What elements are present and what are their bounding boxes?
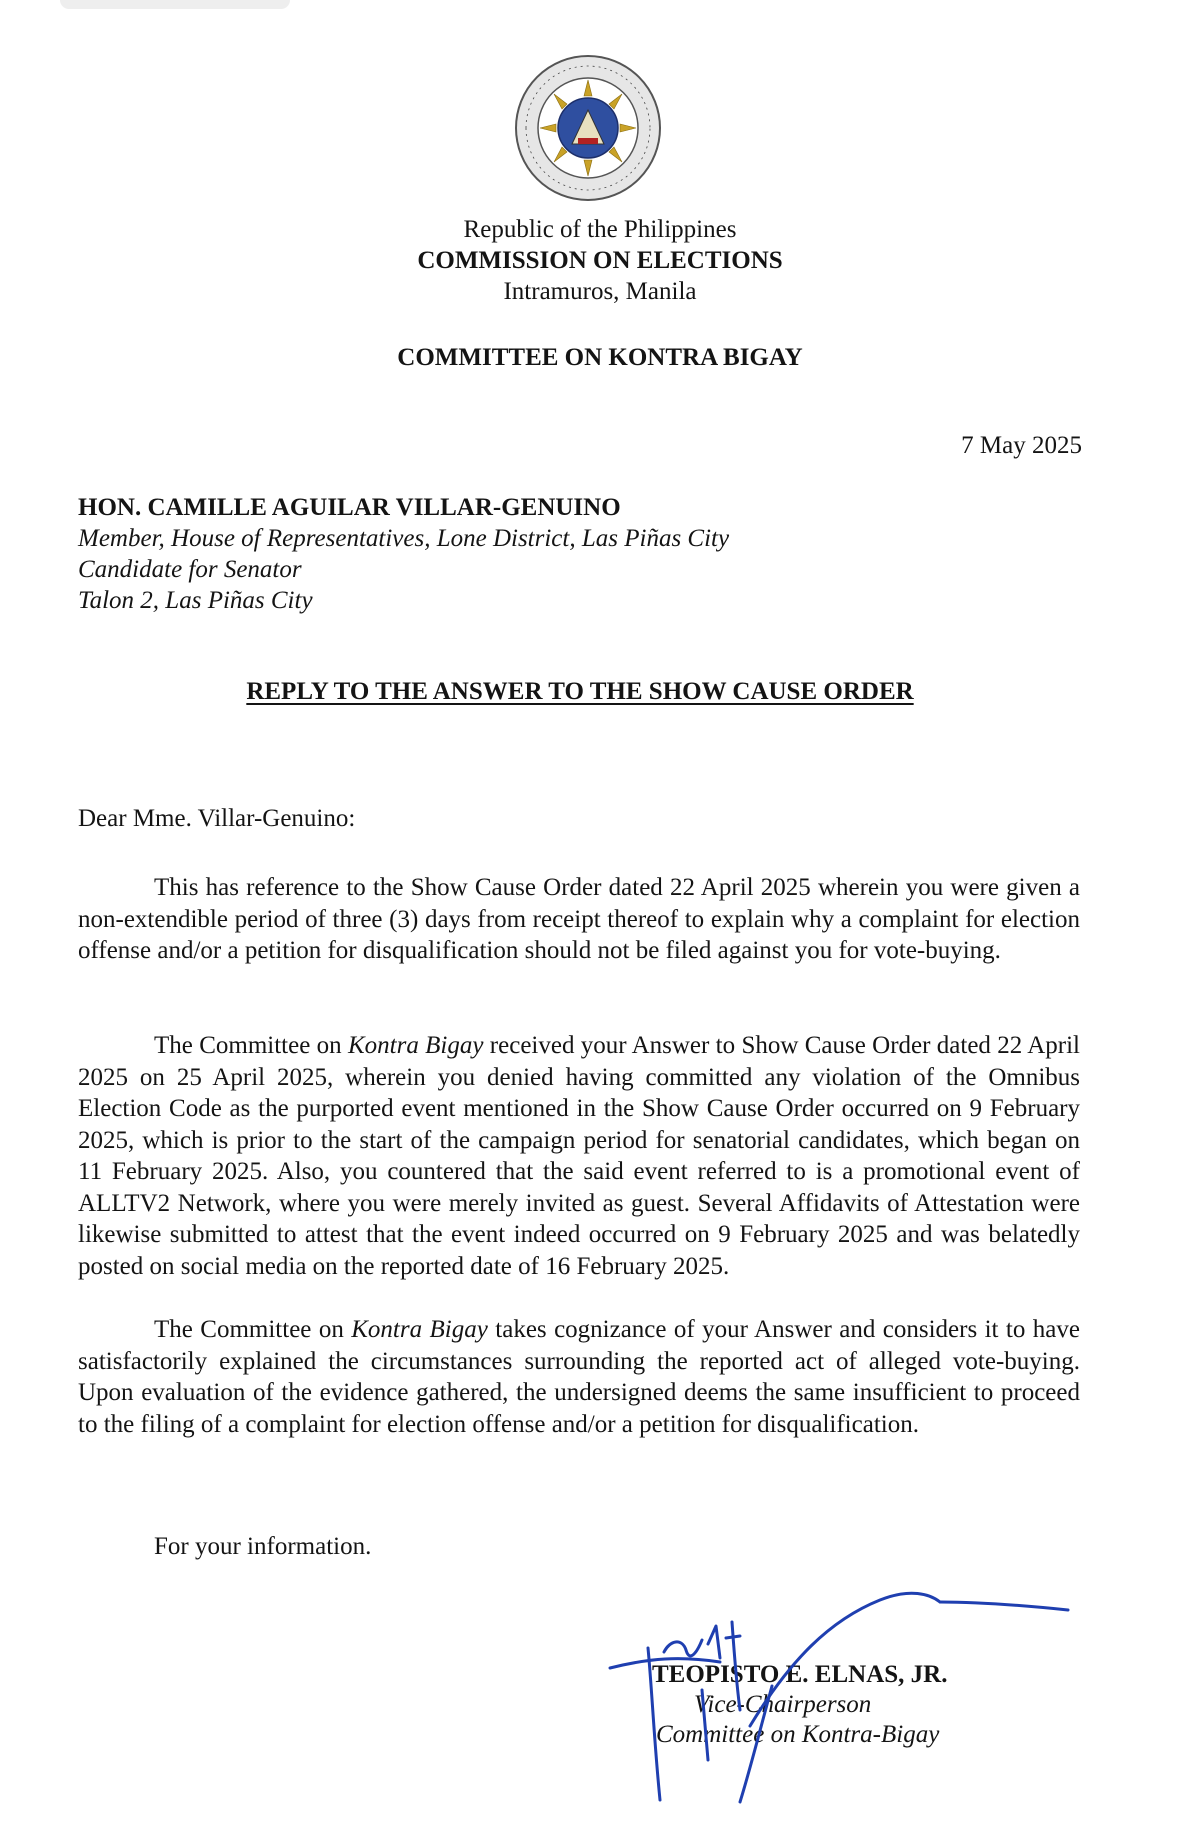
comelec-seal-icon bbox=[512, 52, 664, 204]
signatory-name: TEOPISTO E. ELNAS, JR. bbox=[652, 1661, 948, 1688]
paragraph-3-emphasis: Kontra Bigay bbox=[351, 1316, 488, 1343]
body-paragraph-2 bbox=[78, 1030, 1080, 1282]
paragraph-3-start: The Committee on bbox=[154, 1316, 352, 1343]
letterhead-committee: COMMITTEE ON KONTRA BIGAY bbox=[397, 344, 803, 371]
paragraph-2-rest: received your Answer to Show Cause Order dated 22 April 2025 on 25 April 2025, wherein you denied having committed any violation of the Omnibus Election Code as the purported event mentioned in the Show Cause Order occurred on 9 February 2025, which is prior to the start of the campaign period for senatorial candidates, which began on 11 February 2025. Also, you countered that the said event referred to is a promotional event of ALLTV2 Network, where you were merely invited as guest. Several Affidavits of Attestation were likewise submitted to attest that the event indeed occurred on 9 February 2025 and was belatedly posted on social media on the reported date of 16 February 2025. bbox=[78, 1032, 1080, 1280]
closing-line: For your information. bbox=[154, 1533, 372, 1560]
recipient-candidacy: Candidate for Senator bbox=[78, 556, 302, 583]
body-paragraph-3 bbox=[78, 1314, 1080, 1440]
signatory-committee: Committee on Kontra-Bigay bbox=[656, 1721, 940, 1748]
signatory-title: Vice-Chairperson bbox=[694, 1691, 872, 1718]
letterhead-republic: Republic of the Philippines bbox=[463, 216, 737, 243]
letterhead-address: Intramuros, Manila bbox=[503, 278, 697, 305]
paragraph-3-rest: takes cognizance of your Answer and considers it to have satisfactorily explained the circumstances surrounding the reported act of alleged vote-buying. Upon evaluation of the evidence gathered, the undersigned deems the same insufficient to proceed to the filing of a complaint for election offense and/or a petition for disqualification. bbox=[78, 1316, 1080, 1438]
letterhead-commission: COMMISSION ON ELECTIONS bbox=[417, 247, 783, 274]
recipient-block bbox=[78, 492, 729, 616]
letter-subject: REPLY TO THE ANSWER TO THE SHOW CAUSE ORDER bbox=[246, 678, 914, 705]
top-edge-strip bbox=[60, 0, 290, 9]
paragraph-2-emphasis: Kontra Bigay bbox=[347, 1032, 484, 1059]
handwritten-signature-icon bbox=[590, 1540, 1090, 1820]
body-paragraph-1: This has reference to the Show Cause Order dated 22 April 2025 wherein you were given a non-extendible period of three (3) days from receipt thereof to explain why a complaint for election offense and/or a petition for disqualification should not be filed against you for vote-buying. bbox=[78, 874, 1080, 964]
letter-date: 7 May 2025 bbox=[961, 432, 1082, 459]
recipient-address: Talon 2, Las Piñas City bbox=[78, 587, 313, 614]
recipient-name: HON. CAMILLE AGUILAR VILLAR-GENUINO bbox=[78, 494, 621, 521]
salutation: Dear Mme. Villar-Genuino: bbox=[78, 805, 356, 832]
paragraph-2-start: The Committee on bbox=[154, 1032, 348, 1059]
recipient-position: Member, House of Representatives, Lone District, Las Piñas City bbox=[78, 525, 730, 552]
